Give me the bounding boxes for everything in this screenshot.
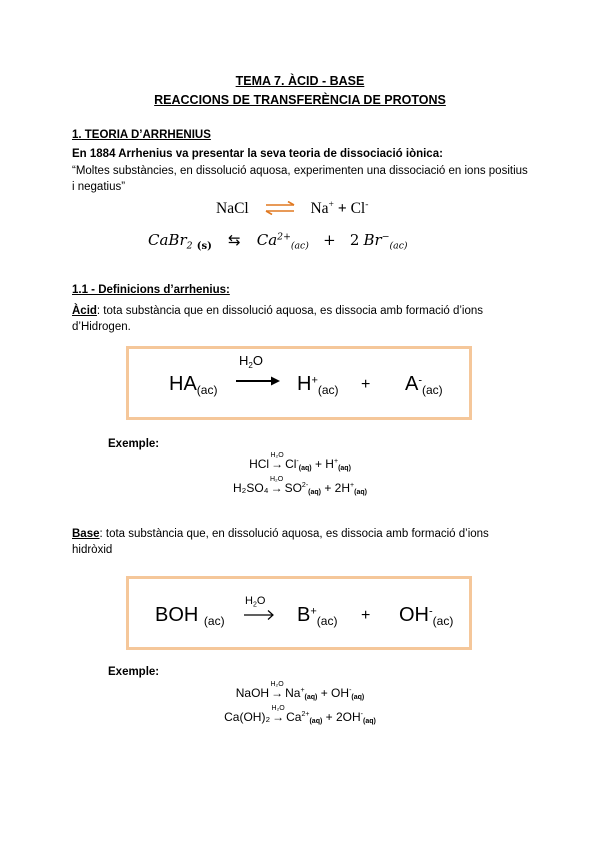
base-example-label: Exemple:: [108, 666, 160, 678]
equation-nacl: NaCl Na+ + Cl-: [216, 199, 369, 217]
base-definition: Base: tota substància que, en dissolució aquosa, es dissocia amb formació d’ions hidròxid: [72, 528, 489, 556]
acid-example-label: Exemple:: [108, 438, 160, 450]
arrow-icon: [243, 609, 275, 621]
page-title: TEMA 7. ÀCID - BASE: [235, 74, 365, 88]
section-heading-arrhenius: 1. TEORIA D’ARRHENIUS: [72, 129, 211, 141]
equation-cabr2: CaBr$_2$ $_{(s)}$ ⇆ $Ca^{2+}_{(ac)} + 2$ $Br^-_{(ac)}$: [148, 231, 408, 252]
base-product-oh: $OH^-_{(ac)}$: [399, 604, 454, 629]
acid-example-h2so4: H₂SO₄ H₂O → $SO^{2-}(aq) + 2H^+(aq)$: [233, 475, 367, 496]
base-product-b: $B^+_{(ac)}$: [297, 604, 338, 629]
acid-examples: [150, 453, 450, 501]
acid-example-hcl: HCl H₂O → Cl-(aq) + H+(aq): [249, 451, 351, 472]
water-condition: $H_2O$: [239, 353, 263, 370]
water-condition: $H_2O$: [245, 595, 266, 609]
acid-reaction-box: [126, 346, 472, 420]
plus-sign: +: [361, 376, 371, 393]
base-examples: [150, 682, 450, 730]
page-subtitle: REACCIONS DE TRANSFERÈNCIA DE PROTONS: [154, 93, 446, 107]
quote-text: “Moltes substàncies, en dissolució aquosa, experimenten una dissociació en ions positius i negatius”: [72, 165, 528, 193]
base-reactant: BOH $_{(ac)}$: [155, 604, 225, 629]
equilibrium-arrow-icon: [263, 201, 297, 215]
acid-product-a: $A^-_{(ac)}$: [405, 373, 443, 398]
equilibrium-icon: ⇆: [227, 231, 241, 249]
base-example-caoh2: Ca(OH)₂ H₂O → $Ca^{2+}(aq) + 2OH^-(aq)$: [224, 704, 376, 725]
acid-reactant: $HA_{(ac)}$: [169, 373, 218, 398]
acid-product-h: $H^+_{(ac)}$: [297, 373, 339, 398]
section-heading-definitions: 1.1 - Definicions d’arrhenius:: [72, 284, 230, 296]
plus-sign: +: [361, 607, 371, 624]
intro-text: En 1884 Arrhenius va presentar la seva teoria de dissociació iònica:: [72, 148, 443, 160]
base-example-naoh: NaOH H₂O → Na+(aq) + OH-(aq): [235, 680, 365, 701]
base-reaction-box: [126, 576, 472, 650]
acid-definition: Àcid: tota substància que en dissolució aquosa, es dissocia amb formació d’ions d’Hidrogen.: [72, 305, 484, 333]
arrow-icon: [235, 375, 281, 387]
